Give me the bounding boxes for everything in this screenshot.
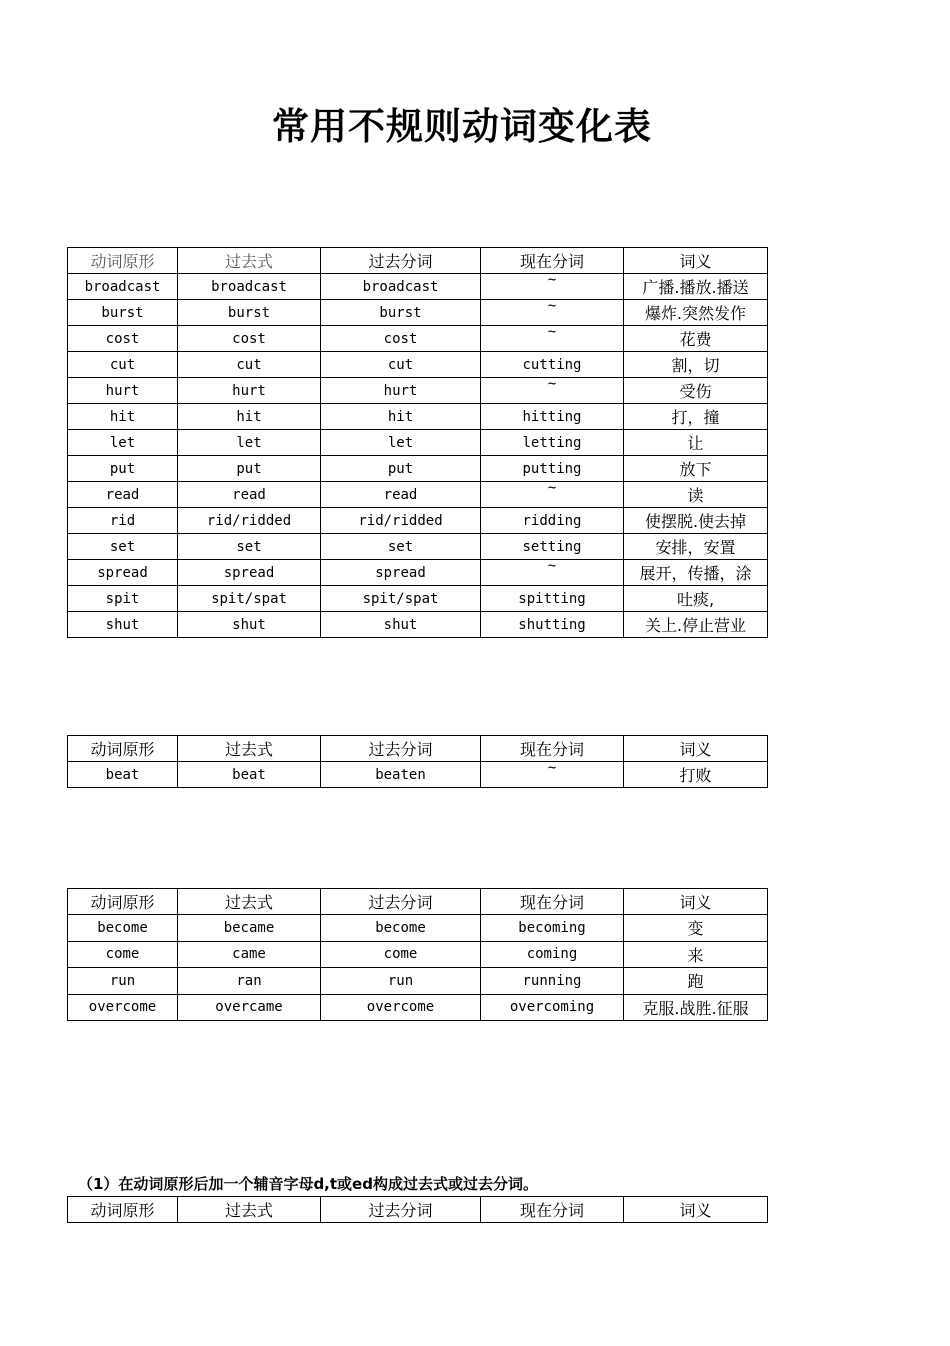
table-row (68, 915, 768, 942)
cell-base-form: beat (68, 762, 178, 788)
cell-present-participle: ~ (481, 762, 624, 788)
section-heading: （1）在动词原形后加一个辅音字母d,t或ed构成过去式或过去分词。 (78, 1175, 538, 1193)
cell-past-participle: set (321, 534, 481, 560)
cell-past-participle: run (321, 968, 481, 995)
table-row (68, 326, 768, 352)
cell-present-participle: shutting (481, 612, 624, 638)
cell-meaning: 爆炸.突然发作 (624, 300, 768, 326)
table-row (68, 274, 768, 300)
cell-base-form: read (68, 482, 178, 508)
cell-meaning: 广播.播放.播送 (624, 274, 768, 300)
cell-base-form: run (68, 968, 178, 995)
cell-present-participle: running (481, 968, 624, 995)
cell-past-participle: rid/ridded (321, 508, 481, 534)
verb-table-en-participle (67, 735, 768, 788)
cell-past-tense: set (178, 534, 321, 560)
table-header-row (68, 248, 768, 274)
table-header-row (68, 1197, 768, 1223)
cell-base-form: spit (68, 586, 178, 612)
cell-past-tense: came (178, 941, 321, 968)
header-past-tense: 过去式 (178, 736, 321, 762)
cell-meaning: 安排，安置 (624, 534, 768, 560)
table-row (68, 762, 768, 788)
cell-base-form: become (68, 915, 178, 942)
header-past-tense: 过去式 (178, 889, 321, 915)
cell-past-participle: overcome (321, 994, 481, 1021)
header-base-form: 动词原形 (68, 1197, 178, 1223)
table-row (68, 994, 768, 1021)
cell-past-participle: hit (321, 404, 481, 430)
cell-meaning: 割，切 (624, 352, 768, 378)
table-row (68, 430, 768, 456)
table-row (68, 404, 768, 430)
cell-past-tense: broadcast (178, 274, 321, 300)
cell-present-participle: ~ (481, 300, 624, 326)
verb-table-d-t-ed (67, 1196, 768, 1223)
cell-present-participle: overcoming (481, 994, 624, 1021)
cell-past-tense: cut (178, 352, 321, 378)
table-header-row (68, 889, 768, 915)
cell-base-form: come (68, 941, 178, 968)
cell-past-participle: spit/spat (321, 586, 481, 612)
cell-past-tense: became (178, 915, 321, 942)
cell-meaning: 花费 (624, 326, 768, 352)
cell-past-participle: hurt (321, 378, 481, 404)
cell-past-tense: let (178, 430, 321, 456)
table-header-row (68, 736, 768, 762)
cell-meaning: 展开，传播，涂 (624, 560, 768, 586)
cell-meaning: 使摆脱.使去掉 (624, 508, 768, 534)
cell-meaning: 关上.停止营业 (624, 612, 768, 638)
header-past-tense: 过去式 (178, 1197, 321, 1223)
cell-past-tense: cost (178, 326, 321, 352)
header-present-participle: 现在分词 (481, 1197, 624, 1223)
cell-meaning: 吐痰, (624, 586, 768, 612)
cell-past-tense: shut (178, 612, 321, 638)
table-row (68, 456, 768, 482)
header-base-form: 动词原形 (68, 736, 178, 762)
header-past-tense: 过去式 (178, 248, 321, 274)
cell-past-tense: overcame (178, 994, 321, 1021)
cell-past-tense: put (178, 456, 321, 482)
cell-past-tense: spit/spat (178, 586, 321, 612)
header-present-participle: 现在分词 (481, 889, 624, 915)
header-past-participle: 过去分词 (321, 1197, 481, 1223)
table-row (68, 968, 768, 995)
cell-meaning: 放下 (624, 456, 768, 482)
cell-base-form: rid (68, 508, 178, 534)
table-row (68, 560, 768, 586)
header-meaning: 词义 (624, 736, 768, 762)
table-row (68, 300, 768, 326)
cell-past-tense: hit (178, 404, 321, 430)
cell-meaning: 读 (624, 482, 768, 508)
cell-past-participle: put (321, 456, 481, 482)
cell-base-form: broadcast (68, 274, 178, 300)
cell-meaning: 来 (624, 941, 768, 968)
cell-present-participle: becoming (481, 915, 624, 942)
cell-present-participle: ~ (481, 482, 624, 508)
cell-meaning: 跑 (624, 968, 768, 995)
cell-present-participle: cutting (481, 352, 624, 378)
table-row (68, 534, 768, 560)
cell-present-participle: hitting (481, 404, 624, 430)
verb-table-no-change (67, 247, 768, 638)
cell-past-tense: ran (178, 968, 321, 995)
cell-past-tense: beat (178, 762, 321, 788)
cell-past-participle: cost (321, 326, 481, 352)
cell-base-form: set (68, 534, 178, 560)
table-row (68, 586, 768, 612)
table-row (68, 482, 768, 508)
cell-present-participle: setting (481, 534, 624, 560)
table-row (68, 352, 768, 378)
cell-past-tense: spread (178, 560, 321, 586)
cell-present-participle: coming (481, 941, 624, 968)
cell-base-form: overcome (68, 994, 178, 1021)
cell-meaning: 变 (624, 915, 768, 942)
verb-table-vowel-change (67, 888, 768, 1021)
cell-meaning: 打败 (624, 762, 768, 788)
cell-past-participle: become (321, 915, 481, 942)
cell-meaning: 打，撞 (624, 404, 768, 430)
cell-past-tense: hurt (178, 378, 321, 404)
cell-meaning: 受伤 (624, 378, 768, 404)
cell-present-participle: letting (481, 430, 624, 456)
cell-present-participle: spitting (481, 586, 624, 612)
header-past-participle: 过去分词 (321, 248, 481, 274)
header-meaning: 词义 (624, 889, 768, 915)
page-title: 常用不规则动词变化表 (272, 104, 652, 148)
cell-base-form: let (68, 430, 178, 456)
table-row (68, 941, 768, 968)
cell-base-form: cut (68, 352, 178, 378)
cell-base-form: shut (68, 612, 178, 638)
cell-present-participle: ~ (481, 560, 624, 586)
cell-base-form: put (68, 456, 178, 482)
cell-past-participle: burst (321, 300, 481, 326)
cell-past-tense: read (178, 482, 321, 508)
cell-past-participle: come (321, 941, 481, 968)
cell-past-participle: shut (321, 612, 481, 638)
cell-present-participle: putting (481, 456, 624, 482)
cell-past-tense: burst (178, 300, 321, 326)
table-row (68, 378, 768, 404)
cell-base-form: hurt (68, 378, 178, 404)
cell-meaning: 克服.战胜.征服 (624, 994, 768, 1021)
cell-present-participle: ridding (481, 508, 624, 534)
cell-base-form: hit (68, 404, 178, 430)
cell-past-tense: rid/ridded (178, 508, 321, 534)
cell-past-participle: broadcast (321, 274, 481, 300)
header-meaning: 词义 (624, 1197, 768, 1223)
table-row (68, 612, 768, 638)
header-present-participle: 现在分词 (481, 736, 624, 762)
cell-past-participle: read (321, 482, 481, 508)
header-base-form: 动词原形 (68, 889, 178, 915)
cell-present-participle: ~ (481, 274, 624, 300)
cell-present-participle: ~ (481, 326, 624, 352)
cell-base-form: cost (68, 326, 178, 352)
table-row (68, 508, 768, 534)
header-past-participle: 过去分词 (321, 736, 481, 762)
header-base-form: 动词原形 (68, 248, 178, 274)
cell-past-participle: spread (321, 560, 481, 586)
cell-base-form: burst (68, 300, 178, 326)
header-past-participle: 过去分词 (321, 889, 481, 915)
cell-base-form: spread (68, 560, 178, 586)
cell-past-participle: cut (321, 352, 481, 378)
cell-past-participle: beaten (321, 762, 481, 788)
cell-present-participle: ~ (481, 378, 624, 404)
cell-past-participle: let (321, 430, 481, 456)
header-present-participle: 现在分词 (481, 248, 624, 274)
cell-meaning: 让 (624, 430, 768, 456)
header-meaning: 词义 (624, 248, 768, 274)
